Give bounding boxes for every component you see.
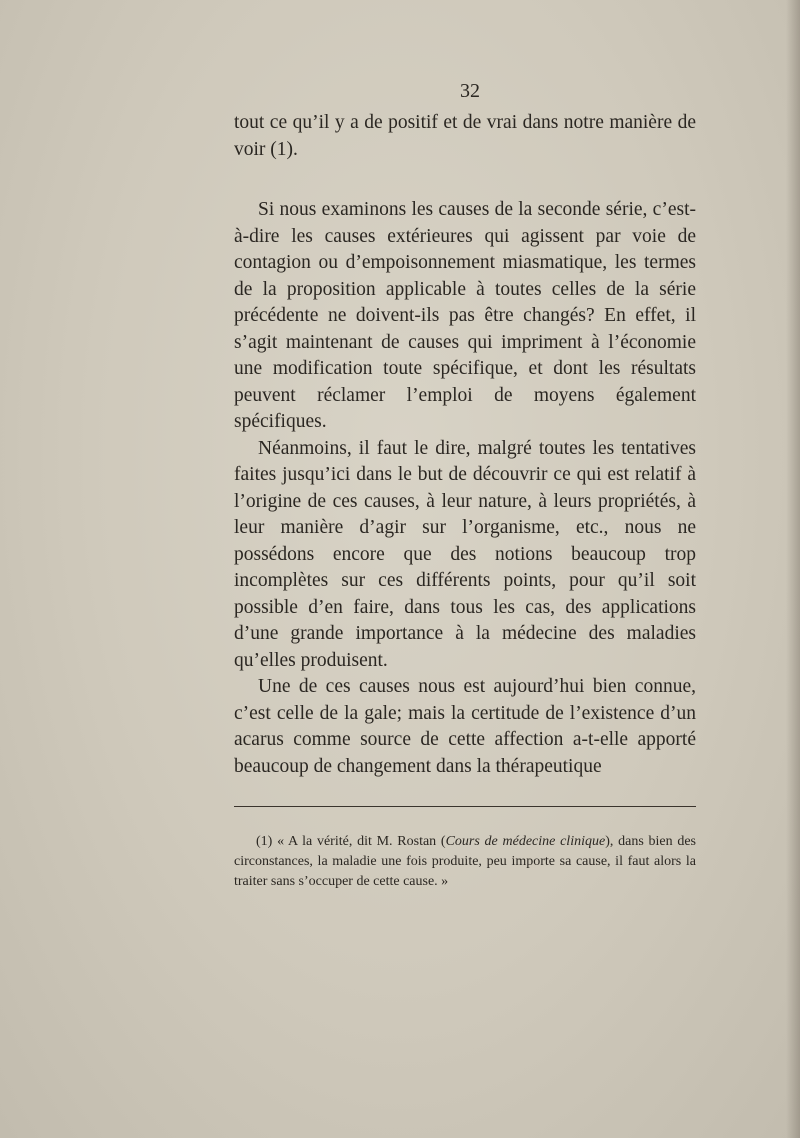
footnote-citation-title: Cours de médecine clinique	[445, 834, 606, 849]
footnote	[234, 832, 696, 892]
page-number: 32	[460, 80, 480, 102]
paragraph-second-series: Si nous examinons les causes de la seconde série, c’est-à-dire les causes extérieures qui agissent par voie de contagion ou d’empoisonnement miasmatique, les termes de la proposition applicable à toutes celles de la série précédente ne doivent-ils pas être changés? En effet, il s’agit maintenant de causes qui impriment à l’économie une modification toute spécifique, et dont les résultats peuvent réclamer l’emploi de moyens également spécifiques.	[234, 199, 696, 432]
page-edge-shadow	[786, 0, 800, 1138]
paragraph-continuation: tout ce qu’il y a de positif et de vrai dans notre manière de voir (1).	[234, 112, 696, 160]
footnote-divider	[234, 806, 696, 807]
footnote-marker: (1)	[256, 834, 273, 849]
paragraph-neanmoins: Néanmoins, il faut le dire, malgré toutes les tentatives faites jusqu’ici dans le but de découvrir ce qui est relatif à l’origine de ces causes, à leur nature, à leurs propriétés, à leur manière d’agir sur l’organisme, etc., nous ne possédons encore que des notions beaucoup trop incomplètes sur ces différents points, pour qu’il soit possible d’en faire, dans tous les cas, des applications d’une grande importance à la médecine des maladies qu’elles produisent.	[234, 437, 696, 671]
footnote-text-start: « A la vérité, dit M. Rostan (	[277, 834, 446, 849]
footnote-text-end: ), dans bien des circonstances, la maladie une fois produite, peu importe sa cause, il faut alors la traiter sans s’occuper de cette cause. »	[234, 834, 697, 889]
body-text	[234, 110, 696, 780]
paragraph-gale: Une de ces causes nous est aujourd’hui bien connue, c’est celle de la gale; mais la certitude de l’existence d’un acarus comme source de cette affection a-t-elle apporté beaucoup de changement dans la thérapeutique	[234, 676, 696, 777]
